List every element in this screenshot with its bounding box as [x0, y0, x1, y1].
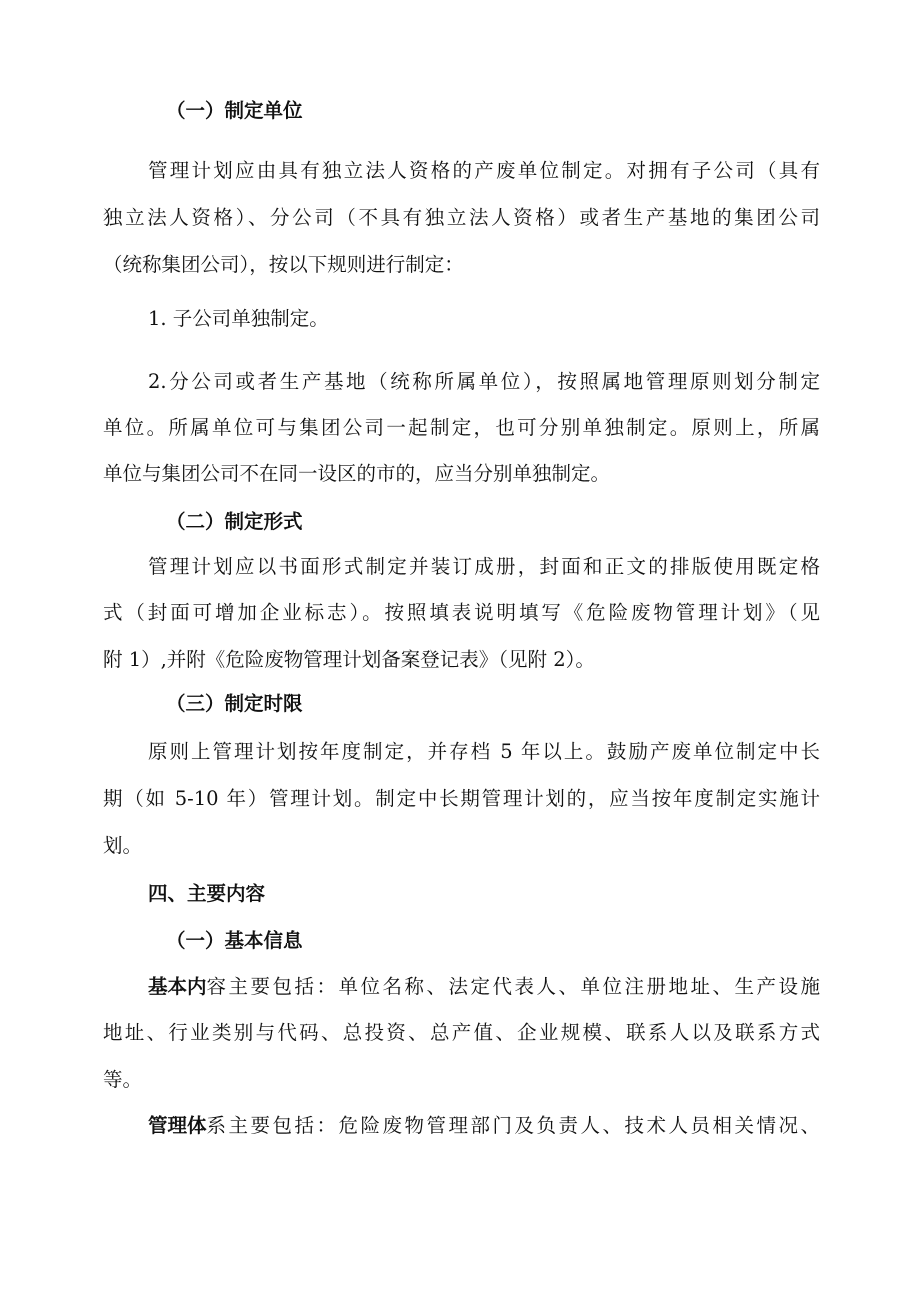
basic-content-label: 基本内 — [148, 975, 207, 998]
section-heading-formulation-form: （二）制定形式 — [166, 510, 303, 533]
section-heading-main-content: 四、主要内容 — [148, 882, 266, 905]
list-item-2-line: 单位与集团公司不在同一设区的市的，应当分别单独制定。 — [103, 462, 611, 485]
paragraph-line: 附 1）,并附《危险废物管理计划备案登记表》（见附 2）。 — [103, 648, 595, 671]
list-item-2-line: 单位。所属单位可与集团公司一起制定，也可分别单独制定。原则上，所属 — [103, 416, 820, 439]
paragraph-line: 式（封面可增加企业标志）。按照填表说明填写《危险废物管理计划》（见 — [103, 601, 820, 624]
subsection-heading-basic-info: （一）基本信息 — [166, 929, 303, 952]
paragraph-line: 独立法人资格）、分公司（不具有独立法人资格）或者生产基地的集团公司 — [103, 206, 820, 229]
paragraph-line: 等。 — [103, 1068, 143, 1091]
paragraph-line: 管理计划应以书面形式制定并装订成册，封面和正文的排版使用既定格 — [148, 555, 820, 578]
paragraph-line: 管理计划应由具有独立法人资格的产废单位制定。对拥有子公司（具有 — [148, 159, 820, 182]
section-heading-time-limit: （三）制定时限 — [166, 692, 303, 715]
list-item-2-line: 2.分公司或者生产基地（统称所属单位），按照属地管理原则划分制定 — [148, 370, 820, 393]
paragraph-line: 划。 — [103, 834, 143, 857]
paragraph-line: 地址、行业类别与代码、总投资、总产值、企业规模、联系人以及联系方式 — [103, 1021, 820, 1044]
list-item-1: 1. 子公司单独制定。 — [148, 307, 329, 330]
paragraph-line: 期（如 5-10 年）管理计划。制定中长期管理计划的，应当按年度制定实施计 — [103, 787, 820, 810]
section-heading-formulation-unit: （一）制定单位 — [166, 99, 303, 122]
paragraph-line — [148, 973, 820, 1001]
paragraph-line: （统称集团公司），按以下规则进行制定： — [103, 253, 464, 276]
management-system-text: 系主要包括：危险废物管理部门及负责人、技术人员相关情况、 — [206, 1114, 820, 1137]
management-system-label: 管理体 — [148, 1114, 207, 1137]
paragraph-line: 原则上管理计划按年度制定，并存档 5 年以上。鼓励产废单位制定中长 — [148, 740, 820, 763]
paragraph-line — [148, 1112, 820, 1140]
basic-content-text: 容主要包括：单位名称、法定代表人、单位注册地址、生产设施 — [206, 975, 820, 998]
